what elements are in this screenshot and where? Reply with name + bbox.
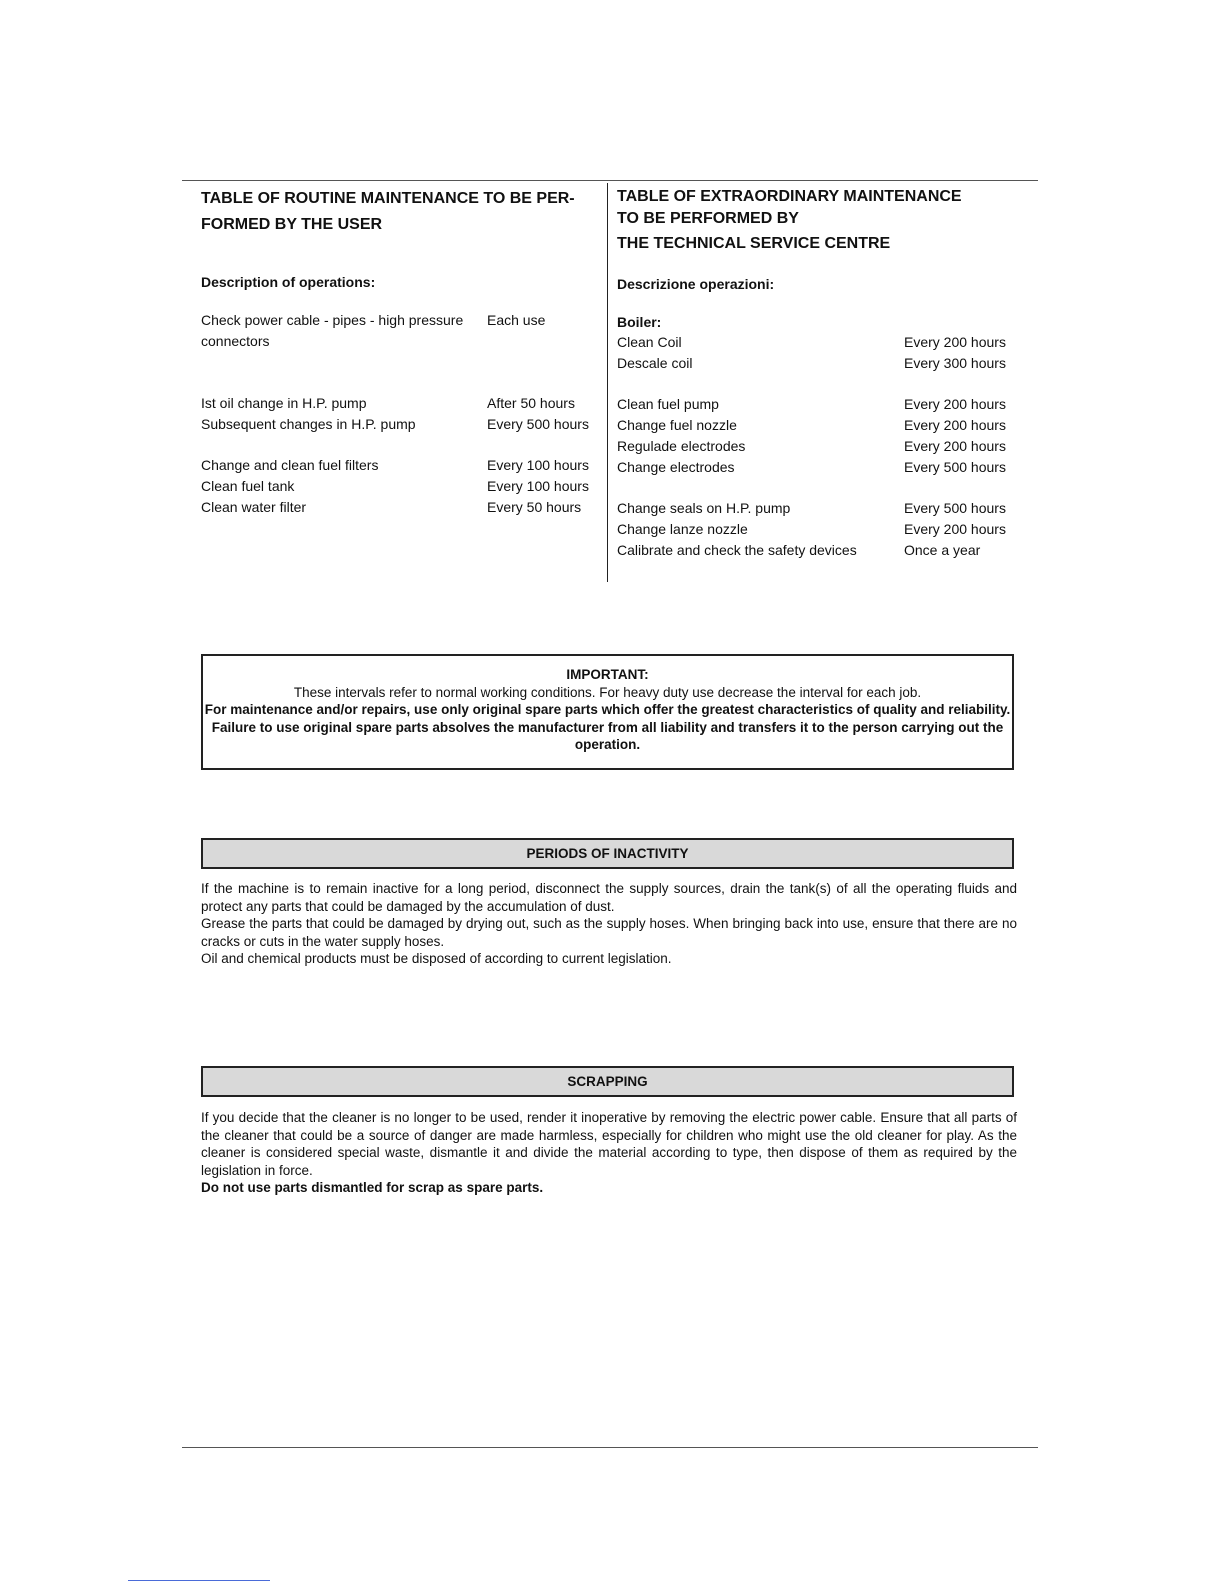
operation: Change lanze nozzle	[617, 521, 748, 537]
extraordinary-heading-line1: TABLE OF EXTRAORDINARY MAINTENANCE	[617, 188, 962, 205]
inactivity-header	[201, 838, 1014, 869]
inactivity-paragraph-3: Oil and chemical products must be disposed of according to current legislation.	[201, 951, 672, 966]
operation: Change electrodes	[617, 459, 735, 475]
interval: Every 200 hours	[904, 417, 1006, 433]
table-row	[617, 436, 1017, 457]
table-row	[617, 540, 1017, 561]
routine-heading-line1: TABLE OF ROUTINE MAINTENANCE TO BE PER-	[201, 190, 575, 207]
top-rule	[182, 180, 1038, 181]
inactivity-paragraph-2: Grease the parts that could be damaged by drying out, such as the supply hoses. When bringing back into use, ensure that there are no cracks or cuts in the water supply hoses.	[201, 916, 1017, 949]
extraordinary-group-1	[617, 332, 1017, 374]
inactivity-paragraph-1: If the machine is to remain inactive for a long period, disconnect the supply sources, drain the tank(s) of all the operating fluids and protect any parts that could be damaged by the accumulation of dust.	[201, 881, 1017, 914]
interval: Every 100 hours	[487, 478, 589, 494]
important-notice	[201, 654, 1014, 770]
interval: Every 300 hours	[904, 355, 1006, 371]
boiler-label: Boiler:	[617, 314, 662, 330]
table-row	[617, 415, 1017, 436]
table-row	[617, 457, 1017, 478]
footer-link-underline[interactable]	[128, 1580, 270, 1581]
table-row	[201, 476, 601, 497]
inactivity-text	[201, 880, 1017, 968]
operation: Check power cable - pipes - high pressure connectors	[201, 312, 464, 349]
table-row	[201, 497, 601, 518]
scrapping-paragraph-2: Do not use parts dismantled for scrap as spare parts.	[201, 1180, 544, 1195]
interval: Every 200 hours	[904, 438, 1006, 454]
extraordinary-group-2	[617, 394, 1017, 478]
scrapping-paragraph-1: If you decide that the cleaner is no longer to be used, render it inoperative by removing the electric power cable. Ensure that all parts of the cleaner that could be a source of danger are made harmless, especially for children who might use the old cleaner for play. As the cleaner is considered special waste, dismantle it and divide the material according to type, then dispose of them as required by the legislation in force.	[201, 1110, 1017, 1178]
operation: Descale coil	[617, 355, 693, 371]
interval: Every 200 hours	[904, 521, 1006, 537]
table-row	[201, 310, 601, 352]
important-line1: These intervals refer to normal working conditions. For heavy duty use decrease the interval for each job.	[293, 684, 922, 700]
scrapping-title: SCRAPPING	[567, 1074, 648, 1089]
routine-group-1	[201, 310, 601, 352]
table-row	[201, 455, 601, 476]
operation: Clean water filter	[201, 499, 307, 515]
table-row	[617, 332, 1017, 353]
operation: Regulade electrodes	[617, 438, 746, 454]
table-row	[617, 394, 1017, 415]
interval: Every 500 hours	[904, 459, 1006, 475]
important-line2: For maintenance and/or repairs, use only original spare parts which offer the greatest characteristics of quality and reliability. Failure to use original spare parts absolves the manufacturer from all liability and transfers it to the person carrying out the operation.	[204, 702, 1011, 752]
interval: Every 500 hours	[487, 416, 589, 432]
routine-group-2	[201, 393, 601, 435]
operation: Clean fuel pump	[617, 396, 719, 412]
important-title: IMPORTANT:	[566, 667, 649, 682]
table-row	[201, 414, 601, 435]
routine-maintenance-table	[201, 186, 601, 518]
bottom-rule	[182, 1447, 1038, 1448]
operation: Change and clean fuel filters	[201, 457, 379, 473]
interval: After 50 hours	[487, 395, 575, 411]
column-divider	[607, 183, 608, 582]
inactivity-title: PERIODS OF INACTIVITY	[526, 846, 689, 861]
extraordinary-maintenance-table	[617, 186, 1017, 561]
interval: Every 200 hours	[904, 334, 1006, 350]
extraordinary-heading	[617, 186, 1017, 255]
scrapping-header	[201, 1066, 1014, 1097]
extraordinary-description-label: Descrizione operazioni:	[617, 276, 775, 292]
scrapping-text	[201, 1109, 1017, 1197]
table-row	[617, 519, 1017, 540]
interval: Once a year	[904, 542, 981, 558]
extraordinary-group-3	[617, 498, 1017, 561]
interval: Every 500 hours	[904, 500, 1006, 516]
operation: Change seals on H.P. pump	[617, 500, 791, 516]
routine-group-3	[201, 455, 601, 518]
operation: Subsequent changes in H.P. pump	[201, 416, 416, 432]
interval: Each use	[487, 312, 546, 328]
extraordinary-heading-line3: THE TECHNICAL SERVICE CENTRE	[617, 235, 891, 252]
operation: Calibrate and check the safety devices	[617, 542, 857, 558]
table-row	[617, 498, 1017, 519]
table-row	[617, 353, 1017, 374]
operation: Change fuel nozzle	[617, 417, 737, 433]
extraordinary-heading-line2: TO BE PERFORMED BY	[617, 210, 799, 227]
table-row	[201, 393, 601, 414]
operation: Ist oil change in H.P. pump	[201, 395, 367, 411]
operation: Clean fuel tank	[201, 478, 295, 494]
routine-heading	[201, 186, 601, 238]
operation: Clean Coil	[617, 334, 682, 350]
interval: Every 200 hours	[904, 396, 1006, 412]
routine-description-label: Description of operations:	[201, 274, 376, 290]
interval: Every 100 hours	[487, 457, 589, 473]
routine-heading-line2: FORMED BY THE USER	[201, 216, 383, 233]
interval: Every 50 hours	[487, 499, 582, 515]
